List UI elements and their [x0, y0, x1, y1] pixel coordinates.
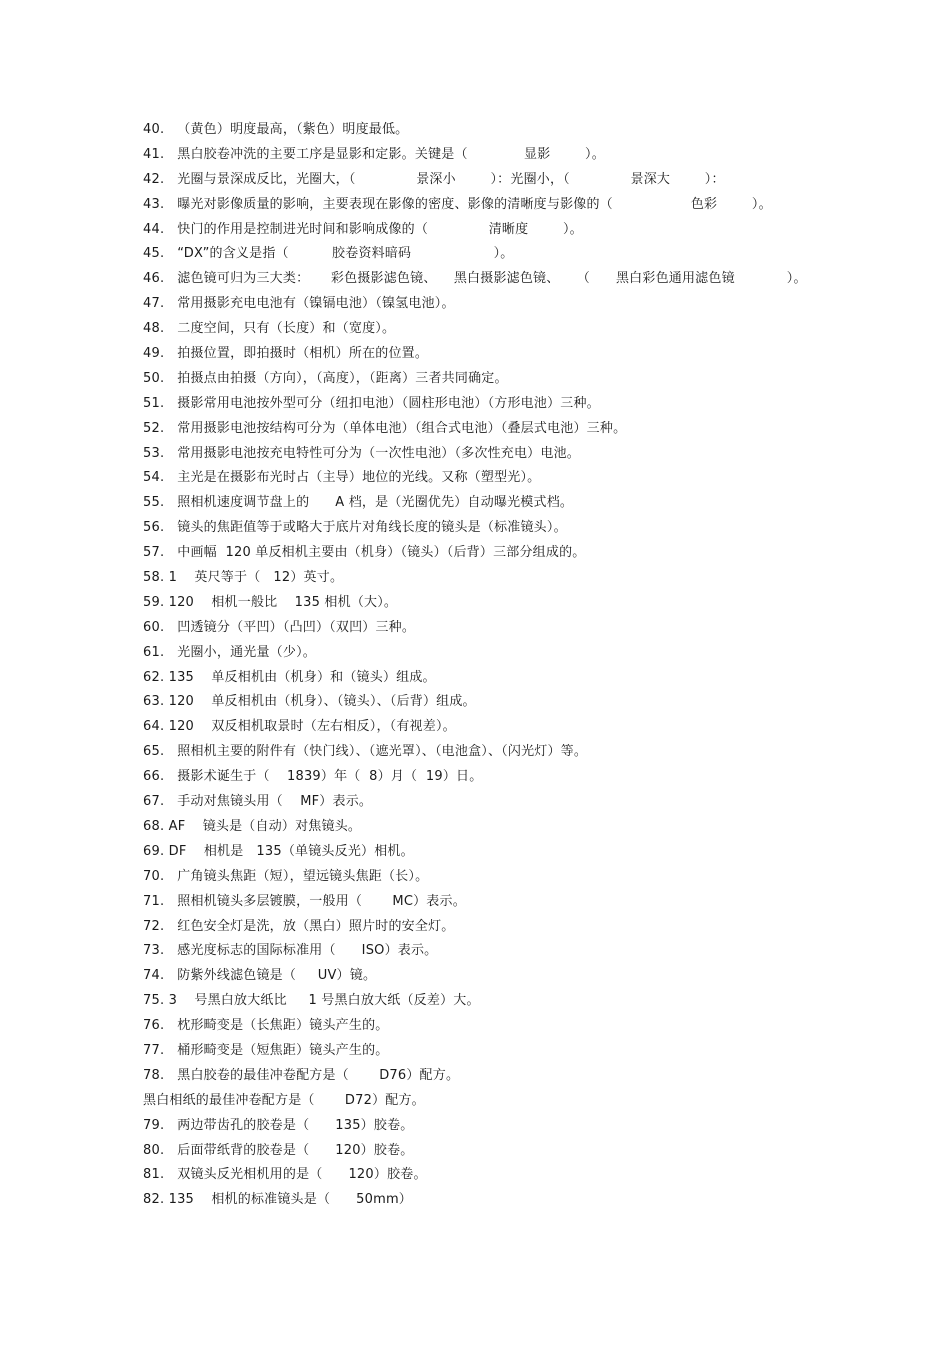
question-line: 81. 双镜头反光相机用的是（ 120）胶卷。 [143, 1167, 427, 1183]
question-line: 42. 光圈与景深成反比，光圈大，（ 景深小 ）：光圈小，（ 景深大 ）： [143, 171, 725, 187]
question-line: 46. 滤色镜可归为三大类： 彩色摄影滤色镜、 黑白摄影滤色镜、 （ 黑白彩色通用滤色镜 ）。 [143, 271, 807, 287]
question-line: 52. 常用摄影电池按结构可分为（单体电池）（组合式电池）（叠层式电池）三种。 [143, 420, 627, 436]
question-line: 66. 摄影术诞生于（ 1839）年（ 8）月（ 19）日。 [143, 769, 483, 785]
question-line: 80. 后面带纸背的胶卷是（ 120）胶卷。 [143, 1142, 414, 1158]
question-line: 72. 红色安全灯是洗，放（黑白）照片时的安全灯。 [143, 918, 455, 934]
question-line: 51. 摄影常用电池按外型可分（纽扣电池）（圆柱形电池）（方形电池）三种。 [143, 395, 600, 411]
question-line: 69. DF 相机是 135（单镜头反光）相机。 [143, 843, 414, 859]
question-line: 71. 照相机镜头多层镀膜，一般用（ MC）表示。 [143, 893, 466, 909]
question-line: 76. 枕形畸变是（长焦距）镜头产生的。 [143, 1018, 389, 1034]
question-line: 73. 感光度标志的国际标准用（ ISO）表示。 [143, 943, 438, 959]
question-line: 45. “DX”的含义是指（ 胶卷资料暗码 ）。 [143, 246, 514, 262]
question-line: 43. 曝光对影像质量的影响，主要表现在影像的密度、影像的清晰度与影像的（ 色彩 ）。 [143, 196, 772, 212]
question-line: 63. 120 单反相机由（机身）、（镜头）、（后背）组成。 [143, 694, 476, 710]
question-line: 79. 两边带齿孔的胶卷是（ 135）胶卷。 [143, 1117, 414, 1133]
question-line: 44. 快门的作用是控制进光时间和影响成像的（ 清晰度 ）。 [143, 221, 583, 237]
question-line: 49. 拍摄位置，即拍摄时（相机）所在的位置。 [143, 346, 429, 362]
question-line: 67. 手动对焦镜头用（ MF）表示。 [143, 794, 373, 810]
question-line: 58. 1 英尺等于（ 12）英寸。 [143, 570, 344, 586]
question-answer-list [143, 118, 923, 1213]
question-line: 70. 广角镜头焦距（短），望远镜头焦距（长）。 [143, 868, 429, 884]
question-line: 54. 主光是在摄影布光时占（主导）地位的光线。又称（塑型光）。 [143, 470, 541, 486]
question-line: 62. 135 单反相机由（机身）和（镜头）组成。 [143, 669, 436, 685]
question-line: 47. 常用摄影充电电池有（镍镉电池）（镍氢电池）。 [143, 296, 455, 312]
question-line: 64. 120 双反相机取景时（左右相反），（有视差）。 [143, 719, 456, 735]
question-line: 50. 拍摄点由拍摄（方向），（高度），（距离）三者共同确定。 [143, 370, 508, 386]
question-line: 55. 照相机速度调节盘上的 A 档，是（光圈优先）自动曝光模式档。 [143, 495, 574, 511]
question-line: 60. 凹透镜分（平凹）（凸凹）（双凹）三种。 [143, 619, 416, 635]
question-line: 56. 镜头的焦距值等于或略大于底片对角线长度的镜头是（标准镜头）。 [143, 520, 567, 536]
question-line: 57. 中画幅 120 单反相机主要由（机身）（镜头）（后背）三部分组成的。 [143, 545, 586, 561]
question-line: 65. 照相机主要的附件有（快门线）、（遮光罩）、（电池盒）、（闪光灯）等。 [143, 744, 588, 760]
question-line: 78. 黑白胶卷的最佳冲卷配方是（ D76）配方。 [143, 1067, 460, 1083]
question-line: 74. 防紫外线滤色镜是（ UV）镜。 [143, 968, 377, 984]
question-line: 40. （黄色）明度最高，（紫色）明度最低。 [143, 122, 409, 137]
question-line: 59. 120 相机一般比 135 相机（大）。 [143, 594, 398, 610]
question-line: 75. 3 号黑白放大纸比 1 号黑白放大纸（反差）大。 [143, 993, 480, 1009]
question-line: 53. 常用摄影电池按充电特性可分为（一次性电池）（多次性充电）电池。 [143, 445, 580, 461]
question-line: 61. 光圈小，通光量（少）。 [143, 644, 316, 660]
question-line: 68. AF 镜头是（自动）对焦镜头。 [143, 818, 362, 834]
question-line: 48. 二度空间，只有（长度）和（宽度）。 [143, 321, 396, 337]
question-line: 黑白相纸的最佳冲卷配方是（ D72）配方。 [143, 1092, 425, 1108]
question-line: 41. 黑白胶卷冲洗的主要工序是显影和定影。关键是（ 显影 ）。 [143, 146, 605, 162]
question-line: 77. 桶形畸变是（短焦距）镜头产生的。 [143, 1042, 389, 1058]
question-line: 82. 135 相机的标准镜头是（ 50mm） [143, 1192, 413, 1208]
